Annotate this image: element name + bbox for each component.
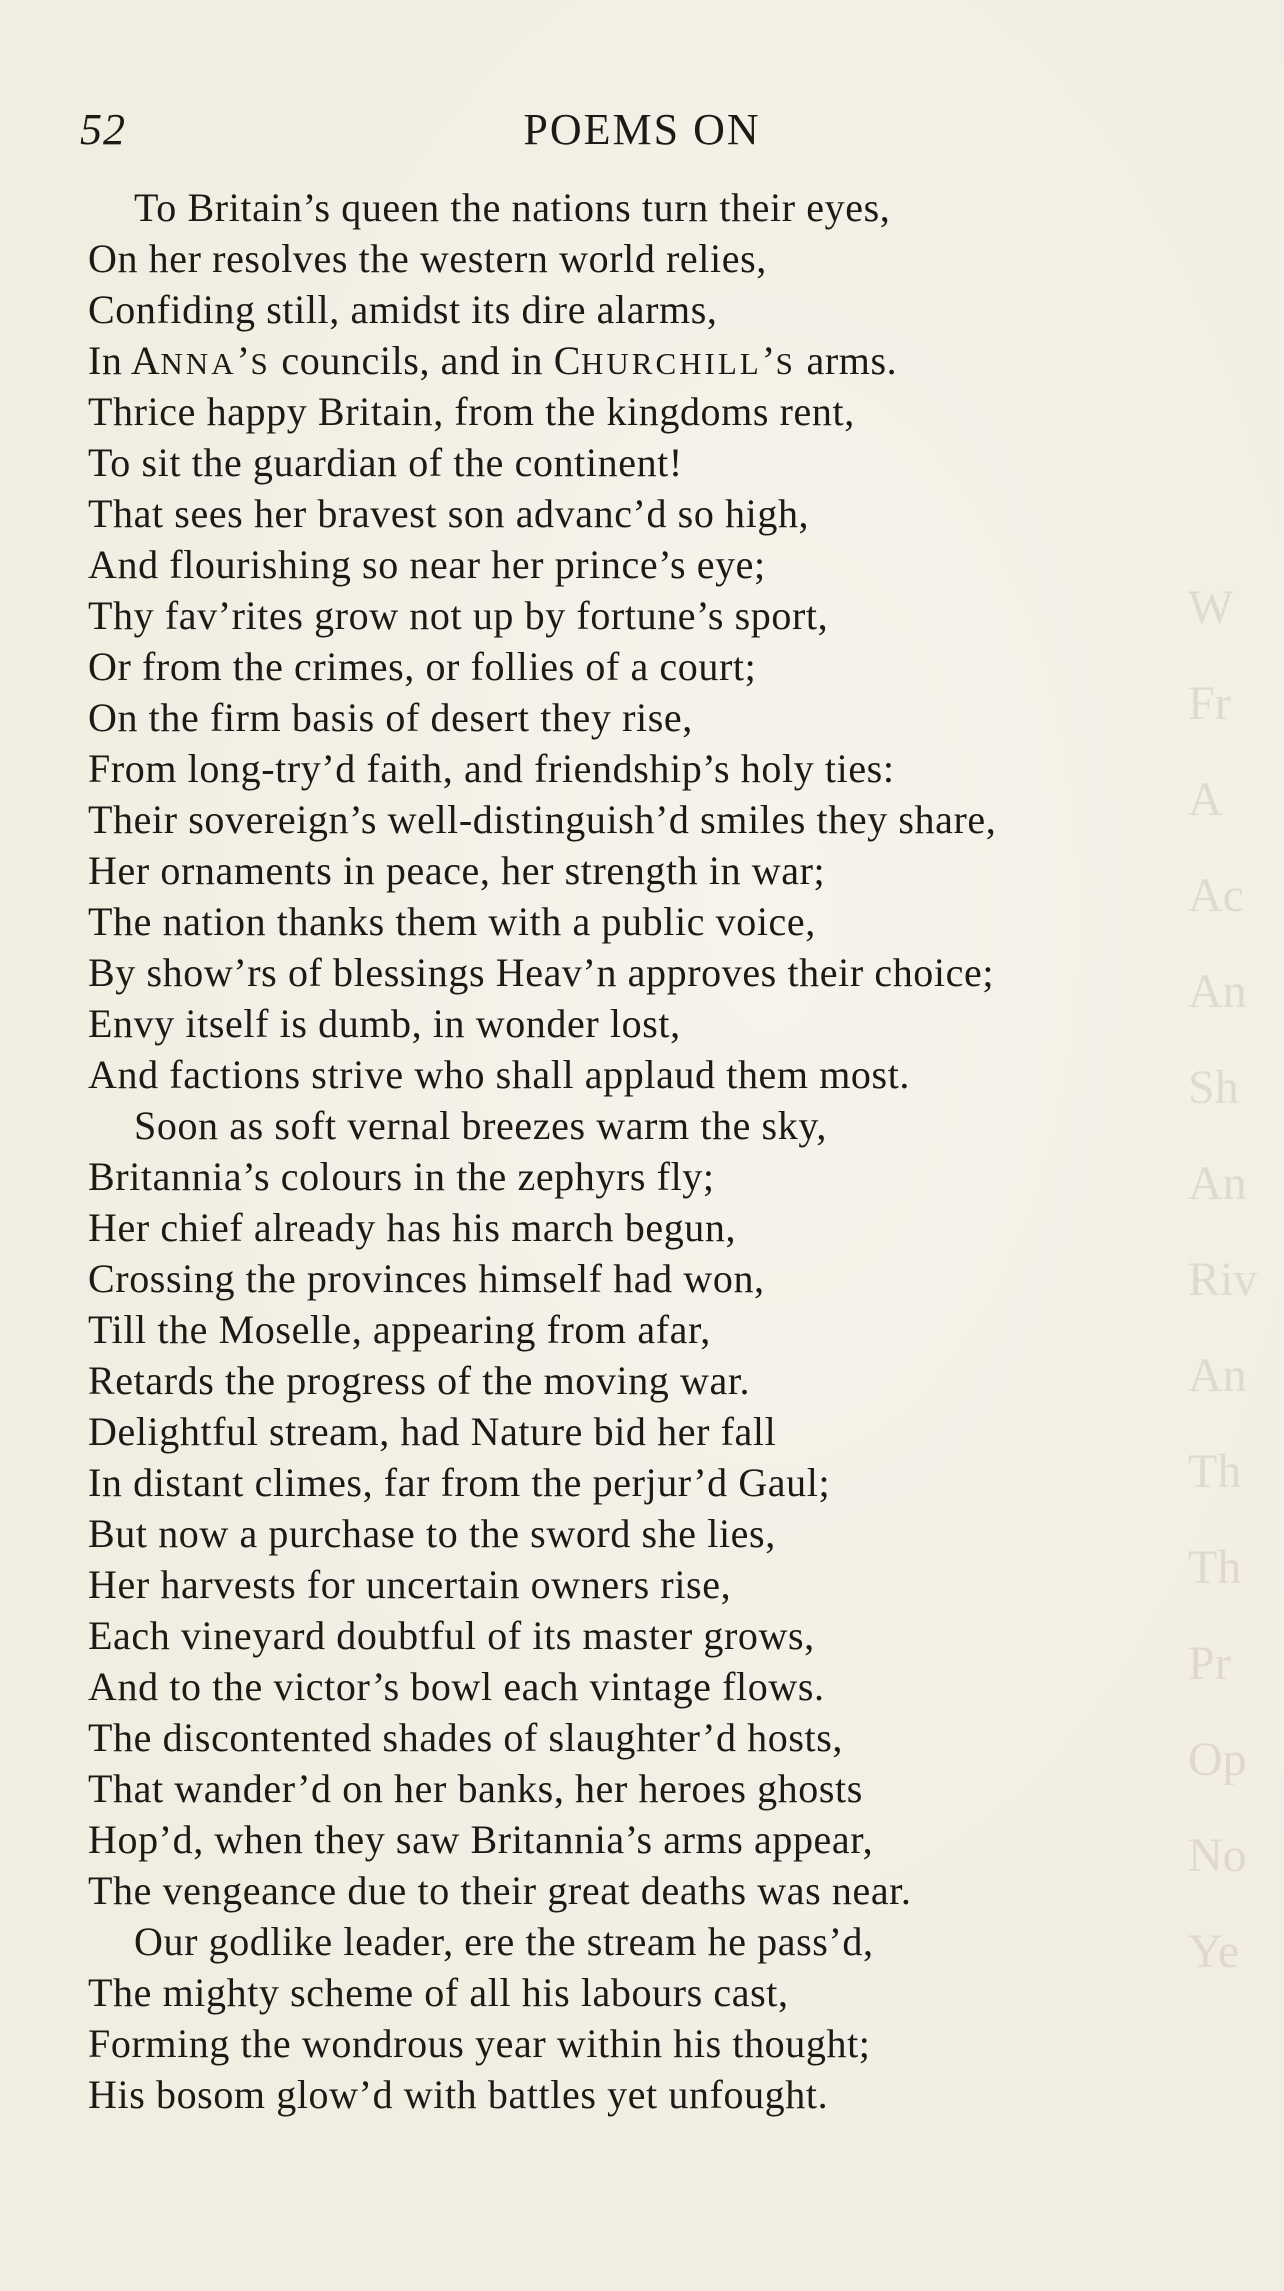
poem-line: On her resolves the western world relies, <box>88 236 767 281</box>
poem-line: Delightful stream, had Nature bid her fall <box>88 1409 777 1454</box>
poem-line: Envy itself is dumb, in wonder lost, <box>88 1001 681 1046</box>
poem-line: Retards the progress of the moving war. <box>88 1358 751 1403</box>
poem-line: Each vineyard doubtful of its master grows, <box>88 1613 815 1658</box>
poem-line: To Britain’s queen the nations turn their eyes, <box>134 185 891 230</box>
small-caps-text: S <box>250 346 271 381</box>
poem-line: Confiding still, amidst its dire alarms, <box>88 287 718 332</box>
poem-text <box>88 182 1218 2120</box>
poem-line: That wander’d on her banks, her heroes ghosts <box>88 1766 863 1811</box>
poem-line: In ANNA’S councils, and in CHURCHILL’S arms. <box>88 338 898 383</box>
running-title: POEMS ON <box>523 105 761 154</box>
poem-line: Her ornaments in peace, her strength in war; <box>88 848 826 893</box>
poem-line: But now a purchase to the sword she lies, <box>88 1511 776 1556</box>
poem-line: Her harvests for uncertain owners rise, <box>88 1562 732 1607</box>
poem-line: Our godlike leader, ere the stream he pass’d, <box>134 1919 874 1964</box>
poem-line: The nation thanks them with a public voice, <box>88 899 816 944</box>
poem-line: And to the victor’s bowl each vintage flows. <box>88 1664 825 1709</box>
poem-line: Britannia’s colours in the zephyrs fly; <box>88 1154 715 1199</box>
poem-line: Her chief already has his march begun, <box>88 1205 737 1250</box>
poem-line: Forming the wondrous year within his thought; <box>88 2021 871 2066</box>
poem-line: By show’rs of blessings Heav’n approves their choice; <box>88 950 995 995</box>
poem-line: Hop’d, when they saw Britannia’s arms appear, <box>88 1817 874 1862</box>
poem-line: The discontented shades of slaughter’d hosts, <box>88 1715 843 1760</box>
poem-line: The vengeance due to their great deaths was near. <box>88 1868 912 1913</box>
page-number: 52 <box>80 105 126 154</box>
poem-line: To sit the guardian of the continent! <box>88 440 683 485</box>
poem-line: Soon as soft vernal breezes warm the sky, <box>134 1103 827 1148</box>
poem-line: On the firm basis of desert they rise, <box>88 695 693 740</box>
running-head <box>80 104 1204 164</box>
poem-line: Thy fav’rites grow not up by fortune’s sport, <box>88 593 829 638</box>
poem-line: And flourishing so near her prince’s eye; <box>88 542 766 587</box>
small-caps-text: S <box>775 346 796 381</box>
poem-line: His bosom glow’d with battles yet unfought. <box>88 2072 829 2117</box>
poem-line: In distant climes, far from the perjur’d Gaul; <box>88 1460 831 1505</box>
small-caps-text: NNA <box>160 346 237 381</box>
small-caps-text: HURCHILL <box>581 346 762 381</box>
poem-line: From long-try’d faith, and friendship’s holy ties: <box>88 746 895 791</box>
poem-line: The mighty scheme of all his labours cast, <box>88 1970 789 2015</box>
poem-line: That sees her bravest son advanc’d so high, <box>88 491 810 536</box>
show-through-text: W Fr A Ac An Sh An Riv An Th Th Pr Op No Ye <box>1188 581 1258 1978</box>
poem-line: Thrice happy Britain, from the kingdoms rent, <box>88 389 855 434</box>
poem-line: And factions strive who shall applaud them most. <box>88 1052 911 1097</box>
poem-line: Or from the crimes, or follies of a court; <box>88 644 757 689</box>
poem-line: Till the Moselle, appearing from afar, <box>88 1307 711 1352</box>
poem-line: Their sovereign’s well-distinguish’d smiles they share, <box>88 797 997 842</box>
poem-line: Crossing the provinces himself had won, <box>88 1256 765 1301</box>
